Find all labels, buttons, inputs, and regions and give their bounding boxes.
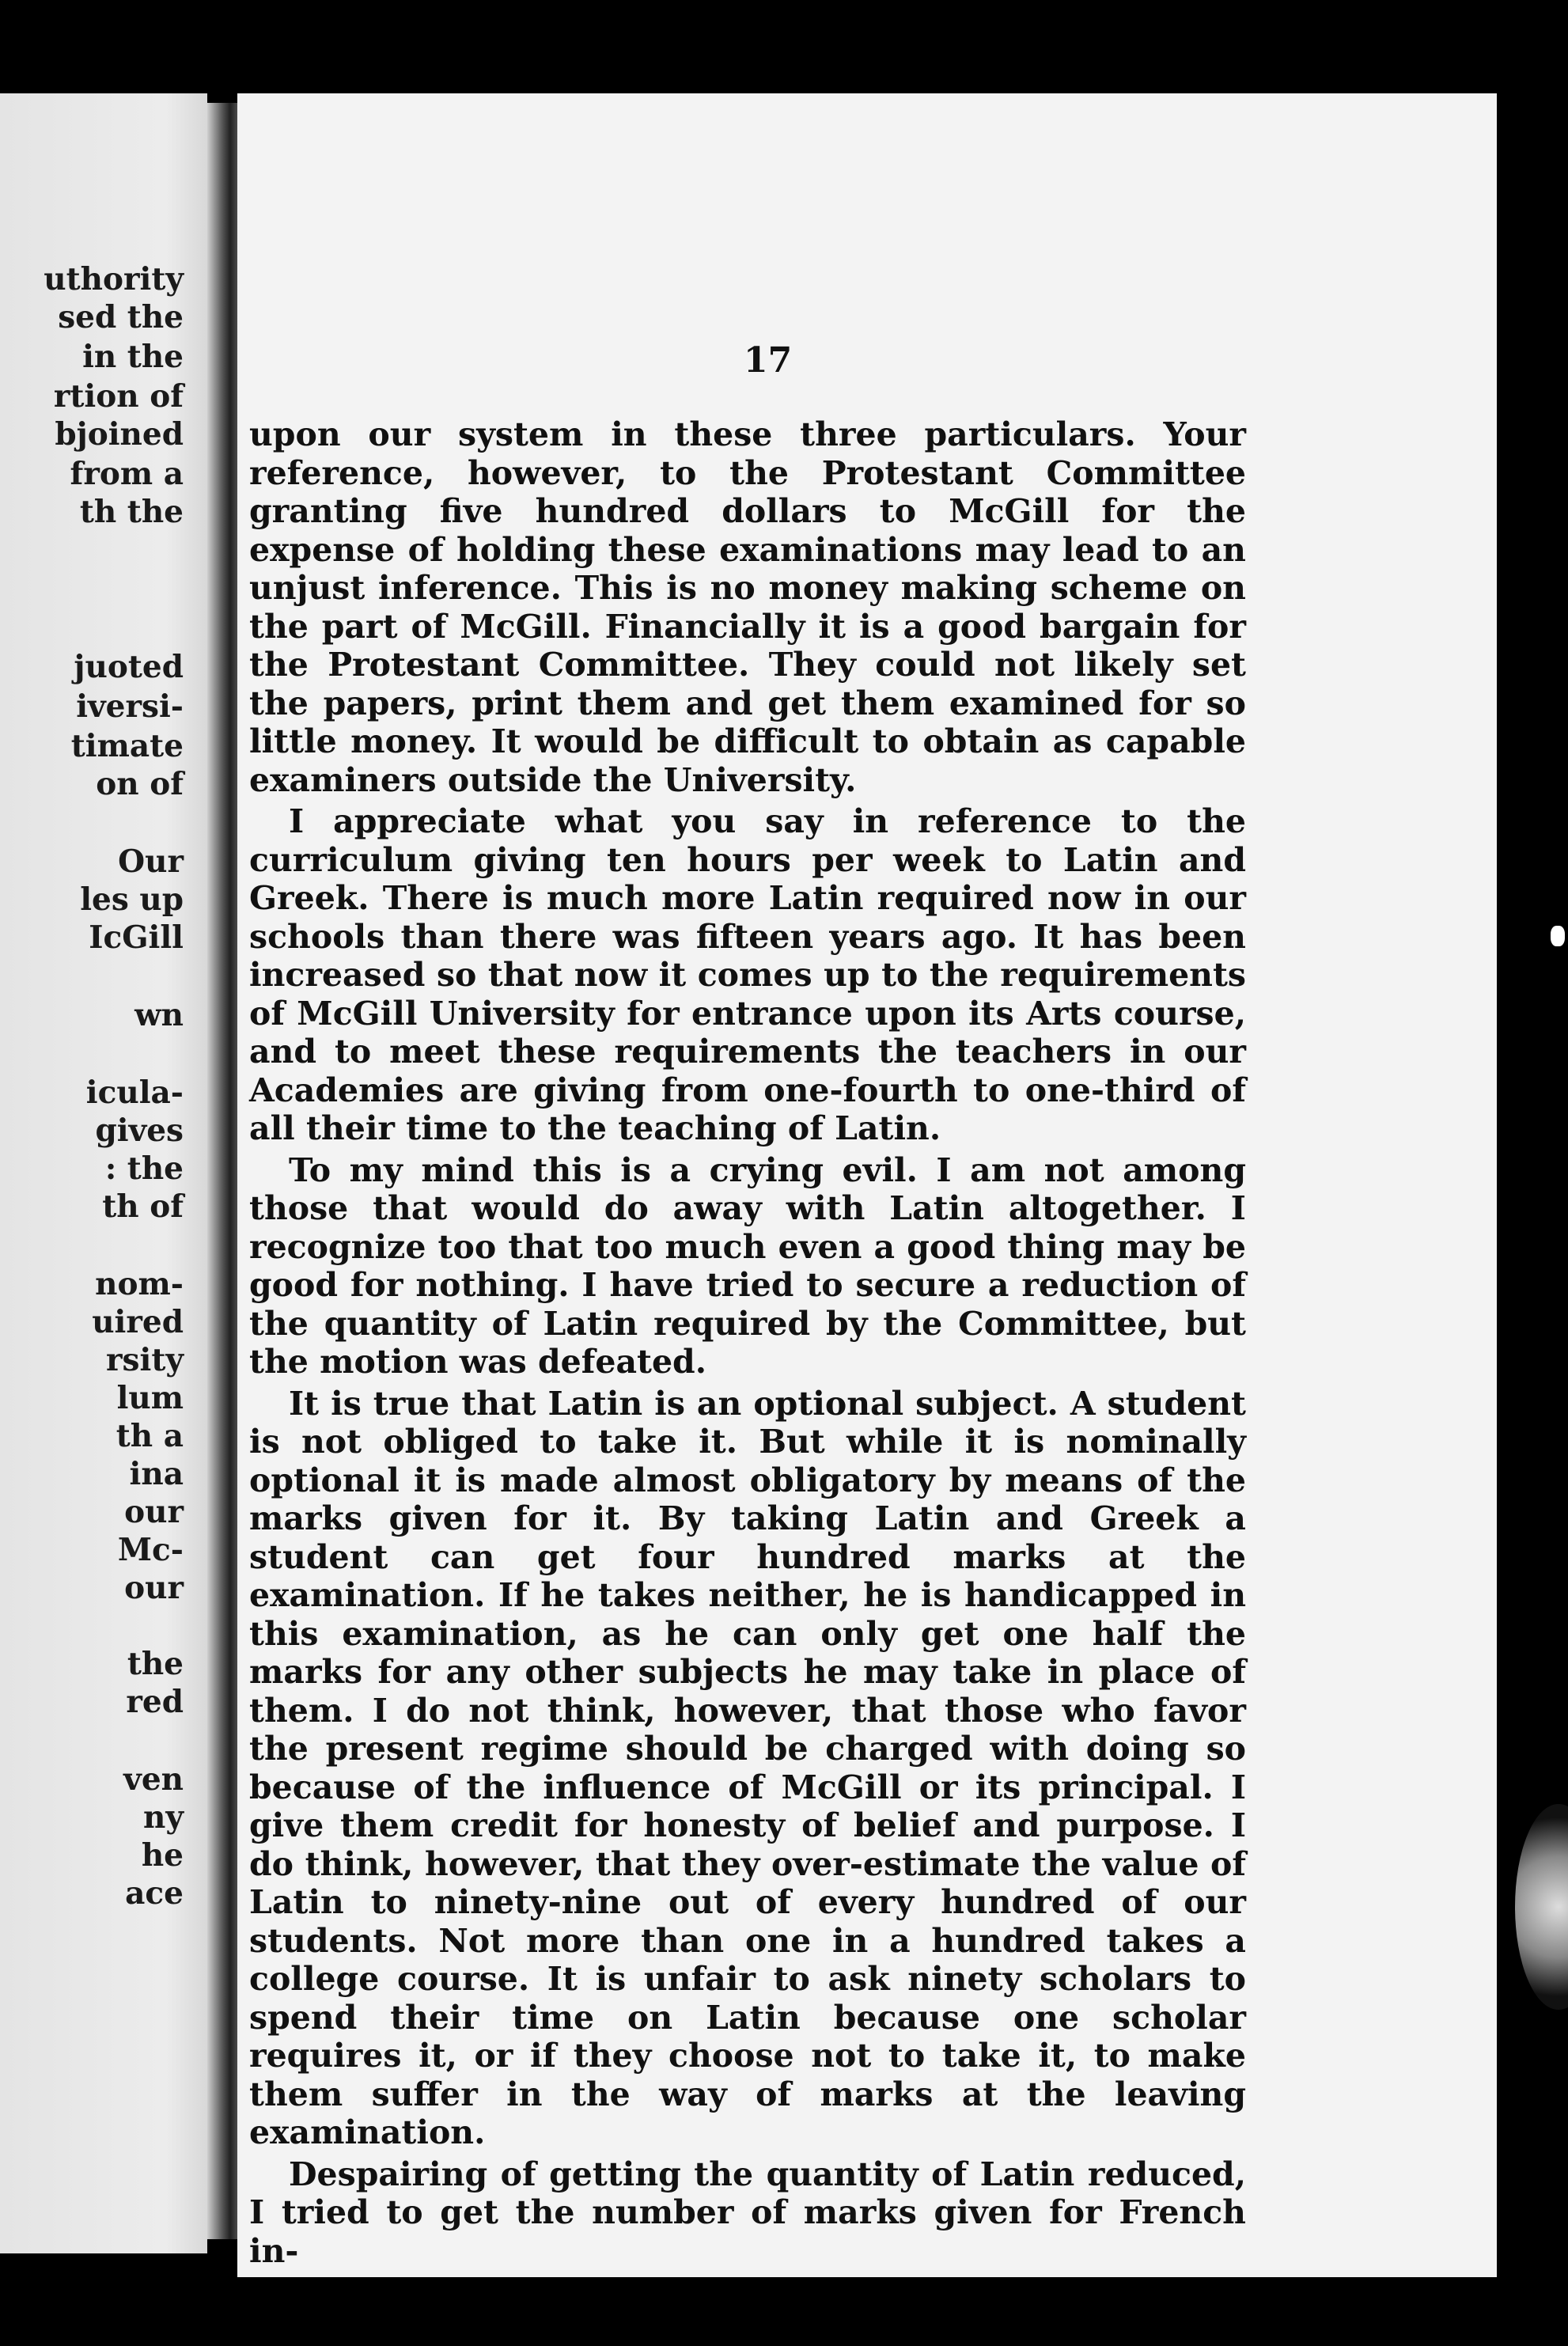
facing-page-fragment: Our (118, 843, 184, 880)
facing-page-fragment: : the (104, 1150, 184, 1187)
paragraph-5: Despairing of getting the quantity of Latin reduced, I tried to get the number of marks given for French in- (249, 2155, 1246, 2270)
paragraph-1: upon our system in these three particulars. Your reference, however, to the Protestant Committee granting five hundred dollars to McGill for the expense of holding these examinations may lead to an unjust inference. This is no money making scheme on the part of McGill. Financially it is a good bargain for the Protestant Committee. They could not likely set the papers, print them and get them examined for so little money. It would be difficult to obtain as capable examiners outside the University. (249, 415, 1246, 799)
facing-page-fragment: juoted (74, 649, 184, 685)
facing-page-fragment: lum (116, 1380, 184, 1416)
facing-page-fragment: the (127, 1646, 184, 1682)
facing-page-fragment: red (126, 1684, 184, 1720)
facing-page-fragment: ace (125, 1875, 184, 1912)
facing-page-fragment: uired (92, 1304, 184, 1340)
facing-page-fragment: from a (70, 456, 184, 492)
facing-page-fragment: nom- (95, 1266, 184, 1302)
facing-page-fragment: on of (96, 766, 184, 802)
facing-page-fragment: sed the (58, 299, 184, 335)
facing-page (0, 93, 207, 2253)
facing-page-fragment: wn (134, 997, 184, 1033)
facing-page-fragment: rsity (106, 1342, 184, 1378)
paragraph-4: It is true that Latin is an optional subject. A student is not obliged to take it. But while it is nominally optional it is made almost obligatory by means of the marks given for it. By taking Latin and Greek a student can get four hundred marks at the examination. If he takes neither, he is handicapped in this examination, as he can only get one half the marks for any other subjects he may take in place of them. I do not think, however, that those who favor the present regime should be charged with doing so because of the influence of McGill or its principal. I give them credit for honesty of belief and purpose. I do think, however, that they over-estimate the value of Latin to ninety-nine out of every hundred of our students. Not more than one in a hundred takes a college course. It is unfair to ask ninety scholars to spend their time on Latin because one scholar requires it, or if they choose not to take it, to make them suffer in the way of marks at the leaving examination. (249, 1384, 1246, 2151)
page-number: 17 (744, 340, 793, 381)
facing-page-fragment: our (124, 1494, 184, 1530)
facing-page-fragment: icula- (85, 1074, 184, 1111)
scan-speck (1551, 926, 1565, 946)
facing-page-fragment: ven (123, 1761, 184, 1798)
facing-page-fragment: he (141, 1837, 184, 1874)
facing-page-fragment: les up (80, 881, 184, 918)
facing-page-fragment: rtion of (53, 378, 184, 415)
paragraph-2: I appreciate what you say in reference to the curriculum giving ten hours per week to Latin and Greek. There is much more Latin required now in our schools than there was fifteen years ago. It has been increased so that now it comes up to the requirements of McGill University for entrance upon its Arts course, and to meet these requirements the teachers in our Academies are giving from one-fourth to one-third of all their time to the teaching of Latin. (249, 802, 1246, 1147)
facing-page-fragment: th a (116, 1418, 184, 1454)
facing-page-fragment: gives (95, 1112, 184, 1149)
facing-page-fragment: IcGill (89, 919, 184, 956)
facing-page-fragment: uthority (44, 261, 184, 298)
facing-page-fragment: timate (70, 728, 184, 764)
facing-page-fragment: th the (79, 494, 184, 530)
facing-page-fragment: ina (129, 1456, 184, 1492)
facing-page-fragment: th of (102, 1188, 184, 1225)
facing-page-fragment: iversi- (76, 688, 184, 725)
scan-artifact (1515, 1804, 1568, 2010)
facing-page-fragment: our (124, 1570, 184, 1606)
body-text (249, 415, 1246, 2270)
paragraph-3: To my mind this is a crying evil. I am not among those that would do away with Latin altogether. I recognize too that too much even a good thing may be good for nothing. I have tried to secure a reduction of the quantity of Latin required by the Committee, but the motion was defeated. (249, 1150, 1246, 1381)
facing-page-fragment: Mc- (117, 1532, 184, 1568)
facing-page-fragment: in the (82, 339, 184, 375)
facing-page-fragment: bjoined (55, 416, 184, 453)
facing-page-fragment: ny (142, 1799, 184, 1836)
